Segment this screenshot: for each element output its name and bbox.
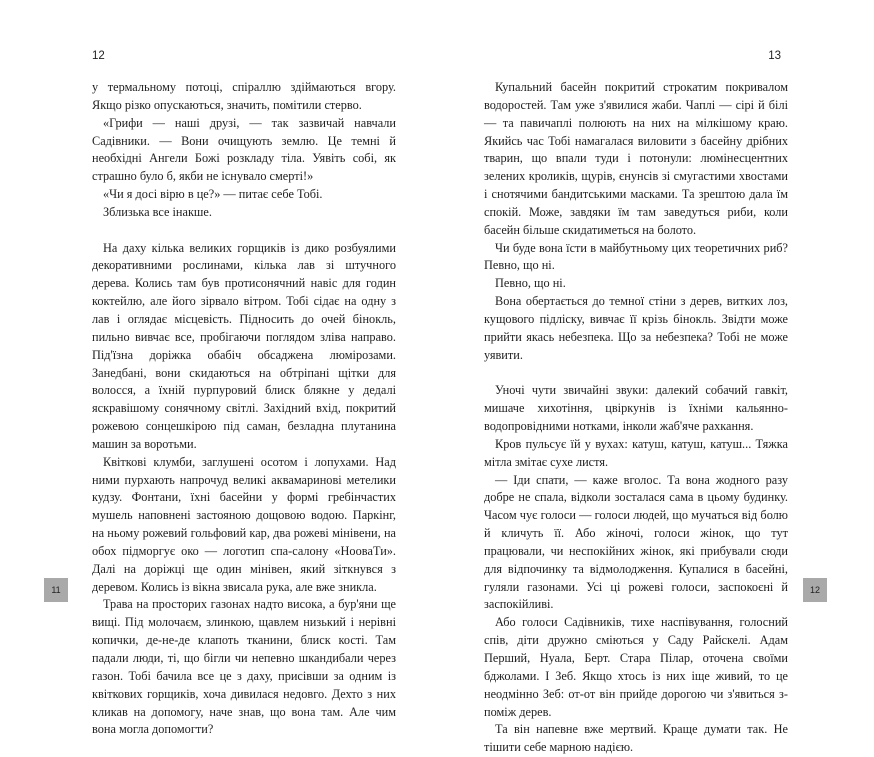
paragraph: Зблизька все інакше. xyxy=(103,204,212,219)
paragraph: — Іди спати, — каже вголос. Та вона жодного разу добре не спала, відколи зосталася сама в цьому будинку. Часом чує голоси — голоси людей, що мучаться від болю й кличуть її. Або жіночі, голоси жінок, що тут працювали, чи неспокійних жінок, які прибували сюди для відпочинку та відмолодження. Купалися в басейні, гуляли газонами. Усі ці рожеві голоси, заспокоєні й заспокійливі. xyxy=(484,472,788,612)
right-page-footer-tab: 12 xyxy=(803,578,827,602)
right-page-text xyxy=(484,79,788,757)
section-break xyxy=(484,365,788,383)
paragraph: Або голоси Садівників, тихе наспівування, голосний спів, діти дружно сміються у Саду Райскелі. Адам Перший, Нуала, Берт. Стара Пілар, оточена своїми бджолами. І Зеб. Якщо хтось із них іще живий, то це неодмінно Зеб: от-от він прийде дорогою чи з'явиться з-поміж дерев. xyxy=(484,615,788,719)
left-page-header-number: 12 xyxy=(92,50,105,62)
paragraph: «Грифи — наші друзі, — так зазвичай навчали Садівники. — Вони очищують землю. Це темні й необхідні Ангели Божі розкладу тіла. Уявіть собі, як страшно було б, якби не існувало смерті!» xyxy=(92,115,396,184)
paragraph: Певно, що ні. xyxy=(495,276,566,291)
paragraph: Та він напевне вже мертвий. Краще думати так. Не тішити себе марною надією. xyxy=(484,722,788,755)
paragraph: Уночі чути звичайні звуки: далекий собачий гавкіт, мишаче хихотіння, цвіркунів із їхніми кальянно-водопровідними нотками, інколи жаб'яче рахкання. xyxy=(484,383,788,434)
paragraph: у термальному потоці, спіраллю здіймаються вгору. Якщо різко опускаються, значить, помітили стерво. xyxy=(92,80,396,112)
paragraph: «Чи я досі вірю в це?» — питає себе Тобі. xyxy=(103,187,323,202)
section-break xyxy=(92,222,396,240)
paragraph: Вона обертається до темної стіни з дерев, витких лоз, кущового підліску, вивчає її крізь бінокль. Звідти може прийти якась небезпека. Що за небезпека? Тобі не може уявити. xyxy=(484,294,788,362)
left-page xyxy=(0,0,437,737)
paragraph: Квіткові клумби, заглушені осотом і лопухами. Над ними пурхають напрочуд великі аквамаринові метелики кудзу. Фонтани, їхні басейни у формі гребінчастих мушель наповнені застояною дощовою водою. Паркінг, на ньому рожевий гольфовий кар, два рожеві мінівени, на обох підморгує око — логотип спа-салону «НоовaТи». Далі на доріжці ще один мінівен, який зіткнувся з деревом. Колись із вікна звисала рука, але вже зникла. xyxy=(92,454,396,594)
right-page-header-number: 13 xyxy=(768,50,781,62)
paragraph: Купальний басейн покритий строкатим покривалом водоростей. Там уже з'явилися жаби. Чаплі — сірі й білі — та павичаплі полюють на них на мілкішому краю. Якийсь час Тобі намагалася виловити з басейну дрібних тварин, що впали туди і потонули: люмінесцентних зелених кроликів, щурів, єнунсів зі смугастими хвостами і снотячими бандитськими масками. Та зрештою дала їм спокій. Може, завдяки їм там заведуться риби, коли басейн більше скидатиметься на болото. xyxy=(484,80,788,237)
paragraph: Чи буде вона їсти в майбутньому цих теоретичних риб? Певно, що ні. xyxy=(484,240,788,273)
left-page-footer-tab: 11 xyxy=(44,578,68,602)
paragraph: На даху кілька великих горщиків із дико розбуялими декоративними рослинами, кілька лав зі штучного дерева. Колись там був протисонячний навіс для годин коктейлю, але його зірвало вітром. Тобі сідає на одну з лав і оглядає місцевість. Підносить до очей бінокль, пильно вивчає все, пробігаючи поглядом зліва направо. Під'їзна доріжка обабіч обсаджена люмірозами. Занедбані, вони скидаються на обтріпані щітки для волосся, а їхній пурпуровий блиск блякне у дедалі яскравішому сонячному світлі. Західний вхід, покритий рожевою сонцешкірою під саман, безладна плутанина машин за воротьми. xyxy=(92,240,396,451)
right-page xyxy=(437,0,874,755)
paragraph: Трава на просторих газонах надто висока, а бур'яни ще вищі. Під молочаєм, злинкою, щавлем низький і нерівні копички, де-не-де клапоть тканини, блиск кості. Там падали люди, ті, що бігли чи непевно шкандибали через газон. Тобі бачила все це з даху, присівши за одним із квіткових горщиків, хоча дивилася недовго. Дехто з них кликав на допомогу, наче знав, що вона там. Але чим вона могла допомогти? xyxy=(92,597,396,737)
left-page-text xyxy=(92,79,396,739)
paragraph: Кров пульсує їй у вухах: катуш, катуш, катуш... Тяжка мітла змітає сухе листя. xyxy=(484,436,788,469)
